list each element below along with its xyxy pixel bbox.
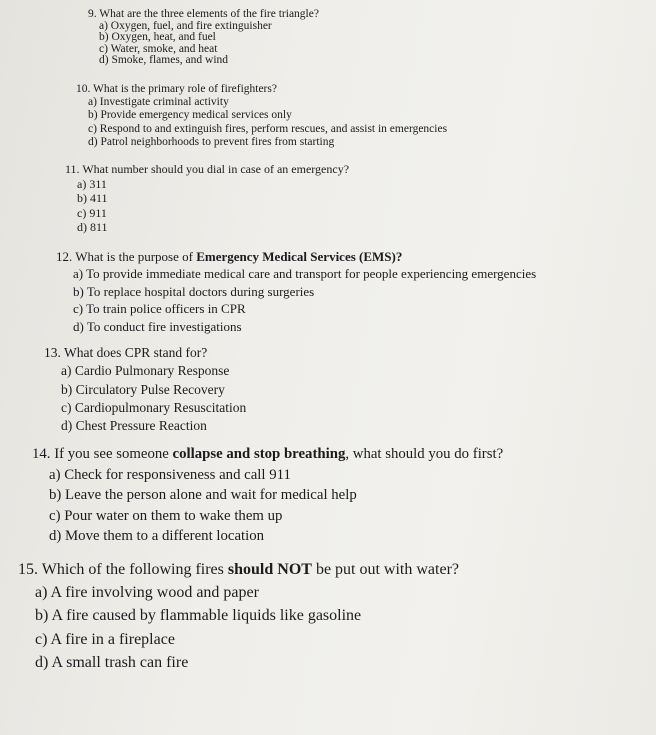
question-14-stem-text: 14. If you see someone: [32, 446, 173, 462]
question-9-stem: 9. What are the three elements of the fire triangle?: [88, 8, 319, 20]
question-12-option-b: b) To replace hospital doctors during surgeries: [73, 283, 315, 299]
question-11-option-d: d) 811: [77, 220, 108, 235]
question-15-option-b: b) A fire caused by flammable liquids like gasoline: [35, 607, 362, 625]
question-11: [65, 162, 349, 235]
question-11-option-c: c) 911: [77, 205, 107, 220]
question-13-option-a: a) Cardio Pulmonary Response: [61, 363, 230, 379]
question-9: [88, 9, 319, 67]
question-14: [32, 444, 503, 547]
question-10-option-b: b) Provide emergency medical services only: [88, 109, 292, 122]
question-15-option-d: d) A small trash can fire: [35, 653, 189, 671]
question-13-option-b: b) Circulatory Pulse Recovery: [61, 381, 225, 397]
question-14-option-a: a) Check for responsiveness and call 911: [49, 466, 291, 483]
question-9-option-a: a) Oxygen, fuel, and fire extinguisher: [99, 19, 272, 32]
question-14-stem-tail: , what should you do first?: [345, 446, 504, 462]
question-13-option-d: d) Chest Pressure Reaction: [61, 418, 207, 434]
question-12: [56, 248, 536, 335]
question-9-option-b: b) Oxygen, heat, and fuel: [99, 31, 216, 44]
question-10-option-d: d) Patrol neighborhoods to prevent fires from starting: [88, 135, 335, 148]
question-13-option-c: c) Cardiopulmonary Resuscitation: [61, 399, 247, 415]
question-11-stem: 11. What number should you dial in case of an emergency?: [65, 162, 350, 176]
question-14-option-d: d) Move them to a different location: [49, 528, 265, 545]
question-11-option-a: a) 311: [77, 176, 107, 191]
question-12-stem-emphasis: Emergency Medical Services (EMS)?: [196, 249, 403, 264]
question-12-stem-text: 12. What is the purpose of: [56, 249, 197, 264]
question-15-stem-tail: be put out with water?: [311, 561, 460, 578]
question-12-stem: [56, 248, 536, 265]
question-11-option-b: b) 411: [77, 191, 108, 206]
question-15-stem: [18, 558, 459, 581]
question-13-stem: 13. What does CPR stand for?: [44, 345, 208, 360]
question-9-option-c: c) Water, smoke, and heat: [99, 42, 218, 55]
question-12-option-d: d) To conduct fire investigations: [73, 318, 242, 334]
question-12-option-a: a) To provide immediate medical care and transport for people experiencing emergencies: [73, 266, 537, 282]
question-15-stem-emphasis: should NOT: [227, 561, 312, 578]
question-14-option-b: b) Leave the person alone and wait for medical help: [49, 487, 357, 504]
question-13: [44, 344, 246, 435]
question-15-stem-text: 15. Which of the following fires: [18, 561, 228, 578]
question-10-option-a: a) Investigate criminal activity: [88, 96, 229, 109]
question-10-option-c: c) Respond to and extinguish fires, perform rescues, and assist in emergencies: [88, 122, 448, 135]
question-12-option-c: c) To train police officers in CPR: [73, 301, 246, 317]
question-15-option-c: c) A fire in a fireplace: [35, 630, 175, 648]
question-14-stem-emphasis: collapse and stop breathing: [172, 446, 346, 462]
question-10: [76, 83, 447, 149]
question-10-stem: 10. What is the primary role of firefighters?: [76, 83, 277, 95]
question-15-option-a: a) A fire involving wood and paper: [35, 584, 259, 602]
question-15: [18, 558, 459, 674]
question-14-option-c: c) Pour water on them to wake them up: [49, 507, 283, 524]
question-14-stem: [32, 444, 503, 465]
question-9-option-d: d) Smoke, flames, and wind: [99, 54, 229, 67]
